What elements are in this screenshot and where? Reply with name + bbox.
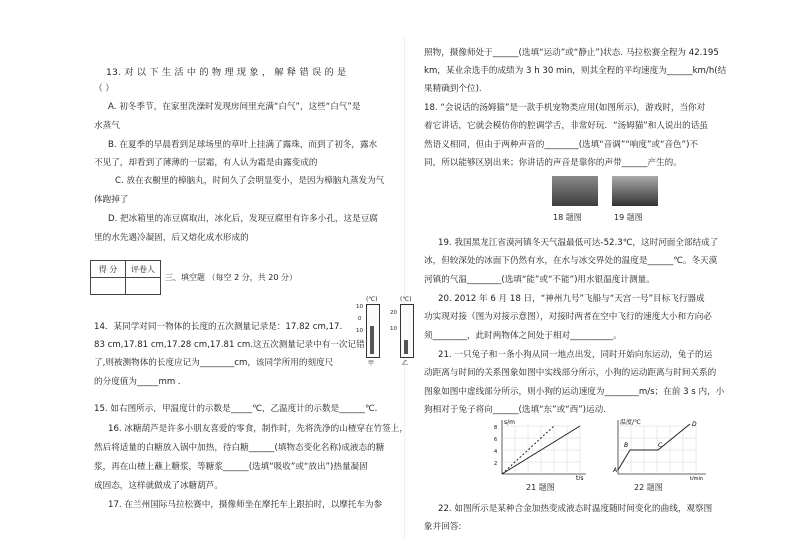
q13-paren: （ ） bbox=[94, 84, 114, 94]
q13-option-d: D. 把冰箱里的冻豆腐取出，冰化后，发现豆腐里有许多小孔，这是豆腐 bbox=[108, 214, 378, 224]
fig22-xlabel: t/min bbox=[690, 476, 704, 480]
q20-line1: 20. 2012 年 6 月 18 日，“神州九号”飞船与“天宫一号”目标飞行器成 bbox=[438, 294, 705, 304]
q20-line2: 功实现对接（图为对接示意图），对接时两者在空中飞行的速度大小和方向必 bbox=[424, 312, 712, 322]
thermo-label-yi: 乙 bbox=[402, 360, 409, 367]
thermo-tick-label: 20 bbox=[390, 310, 397, 316]
score-cell[interactable] bbox=[91, 278, 126, 295]
q13-option-a-cont: 水蒸气 bbox=[94, 121, 120, 131]
q13-stem: 13. 对 以 下 生 活 中 的 物 理 现 象 ， 解 释 错 误 的 是 bbox=[106, 67, 347, 78]
thermo-tick-label: 10 bbox=[356, 304, 363, 310]
figure-21-graph bbox=[490, 416, 590, 480]
q19-line3: 河镇的气温________(选填“能”或“不能”)用水银温度计测量。 bbox=[424, 275, 655, 285]
q16-line2: 然后将适量的白糖放入锅中加热，待白糖______(填物态变化名称)成液态的糖 bbox=[94, 443, 385, 453]
q13-option-b: B. 在夏季的早晨看到足球场里的草叶上挂满了露珠，而到了初冬，露水 bbox=[108, 140, 378, 150]
q13-option-a: A. 初冬季节，在家里洗澡时发现房间里充满“白气”，这些“白气”是 bbox=[108, 102, 361, 112]
q13-option-d-cont: 里的水先遇冷凝固，后又熔化成水形成的 bbox=[94, 233, 249, 243]
grader-header: 评卷人 bbox=[126, 261, 161, 278]
q19-line2: 冰，但较深处的冰面下仍然有水，在水与冰交界处的温度是______℃。冬天漠 bbox=[424, 256, 718, 266]
fig21-ytick: 8 bbox=[494, 425, 498, 431]
figure-22-graph bbox=[606, 416, 712, 480]
score-header: 得 分 bbox=[91, 261, 126, 278]
q21-line2: 动距离与时间的关系图象如图中实线部分所示，小狗的运动距离与时间关系的 bbox=[424, 368, 717, 378]
q21-line3: 图象如图中虚线部分所示，则小狗的运动速度为________m/s；在前 3 s 内，小 bbox=[424, 387, 725, 397]
q16-line3: 浆，再在山楂上蘸上糖浆，等糖浆______(选填“吸收”或“放出”)热量凝固 bbox=[94, 462, 368, 472]
thermo-tick-label: 10 bbox=[356, 328, 363, 334]
figure-19-photo bbox=[612, 176, 658, 206]
score-table bbox=[90, 260, 161, 295]
fig21-xlabel: t/s bbox=[576, 475, 584, 480]
page-divider bbox=[404, 38, 405, 538]
q18-line2: 着它讲话，它就会模仿你的腔调学舌，非常好玩．“汤姆猫”和人说出的话虽 bbox=[424, 121, 708, 131]
thermo-unit-jia: (℃) bbox=[366, 296, 378, 303]
fig22-ylabel: 温度/℃ bbox=[620, 419, 641, 426]
figure-18-photo bbox=[552, 176, 598, 206]
thermo-unit-yi: (℃) bbox=[400, 296, 412, 303]
q16-line1: 16. 冰糖葫芦是许多小朋友喜爱的零食，制作时，先将洗净的山楂穿在竹签上， bbox=[108, 424, 408, 434]
grader-cell[interactable] bbox=[126, 278, 161, 295]
q19-line1: 19. 我国黑龙江省漠河镇冬天气温最低可达-52.3℃，这时河面全部结成了 bbox=[438, 238, 719, 248]
q14-line4: 的分度值为_____mm ． bbox=[94, 377, 187, 387]
fig22-point-a: A bbox=[613, 467, 618, 474]
q17-cont-line1: 照物，摄像师处于______(选填“运动”或“静止”)状态. 马拉松赛全程为 42.195 bbox=[424, 48, 719, 58]
q13-option-c-cont: 体跑掉了 bbox=[94, 195, 129, 205]
figure-22-caption: 22 题图 bbox=[634, 483, 663, 492]
fig21-ytick: 2 bbox=[494, 461, 498, 467]
figure-19-caption: 19 题图 bbox=[614, 213, 643, 222]
fig21-ytick: 6 bbox=[494, 437, 498, 443]
fig22-point-d: D bbox=[692, 421, 697, 428]
thermometer-yi-liquid bbox=[404, 340, 408, 354]
thermo-tick-label: 0 bbox=[358, 316, 362, 322]
q14-line3: 了,则被测物体的长度应记为________cm，该同学所用的刻度尺 bbox=[94, 358, 334, 368]
q14-line2: 83 cm,17.81 cm,17.28 cm,17.81 cm.这五次测量记录中有一次记错 bbox=[94, 340, 365, 350]
fig21-ylabel: s/m bbox=[504, 419, 515, 426]
thermo-label-jia: 甲 bbox=[368, 360, 375, 367]
q13-option-c: C. 放在衣橱里的樟脑丸，时间久了会明显变小，是因为樟脑丸蒸发为气 bbox=[115, 176, 385, 186]
figure-18-caption: 18 题图 bbox=[553, 213, 582, 222]
q14-line1: 14．某同学对同一物体的长度的五次测量记录是：17.82 cm,17. bbox=[94, 322, 343, 332]
q22-line2: 象并回答: bbox=[424, 522, 462, 532]
q22-line1: 22. 如图所示是某种合金加热变成液态时温度随时间变化的曲线，观察图 bbox=[438, 504, 713, 514]
q18-line4: 同，所以能够区别出来；你讲话的声音是靠你的声带______产生的。 bbox=[424, 158, 682, 168]
q16-line4: 成固态，这样就做成了冰糖葫芦。 bbox=[94, 481, 223, 491]
q18-line1: 18. “会说话的汤姆猫”是一款手机宠物类应用(如图所示)，游戏时，当你对 bbox=[424, 103, 706, 113]
fig21-ytick: 4 bbox=[494, 449, 498, 455]
fig22-heating-curve bbox=[618, 424, 690, 470]
fig22-point-b: B bbox=[624, 442, 629, 449]
q17-cont-line2: km，某业余选手的成绩为 3 h 30 min，则其全程的平均速度为______km/h(结 bbox=[424, 66, 727, 76]
q17-line1: 17. 在兰州国际马拉松赛中，摄像师坐在摩托车上跟拍时，以摩托车为参 bbox=[108, 500, 383, 510]
q18-line3: 然语义相同，但由于两种声音的________(选填“音调”“响度”或“音色”)不 bbox=[424, 140, 699, 150]
q15: 15. 如右图所示，甲温度计的示数是_____℃，乙温度计的示数是______℃. bbox=[94, 404, 378, 414]
q17-cont-line3: 果精确到个位). bbox=[424, 84, 482, 94]
section-heading-fill-in: 三、填空题 （每空 2 分，共 20 分） bbox=[165, 273, 297, 282]
fig22-point-c: C bbox=[658, 442, 663, 449]
q20-line3: 须________，此时两物体之间处于相对__________。 bbox=[424, 331, 622, 341]
thermometer-jia-liquid bbox=[370, 326, 374, 354]
thermo-tick-label: 10 bbox=[390, 326, 397, 332]
figure-21-caption: 21 题图 bbox=[526, 483, 555, 492]
q21-line1: 21. 一只兔子和一条小狗从同一地点出发，同时开始向东运动，兔子的运 bbox=[438, 350, 713, 360]
q13-option-b-cont: 不见了，却看到了薄薄的一层霜，有人认为霜是由露变成的 bbox=[94, 158, 318, 168]
q21-line4: 狗相对于兔子将向______(选填“东”或“西”)运动. bbox=[424, 405, 606, 415]
